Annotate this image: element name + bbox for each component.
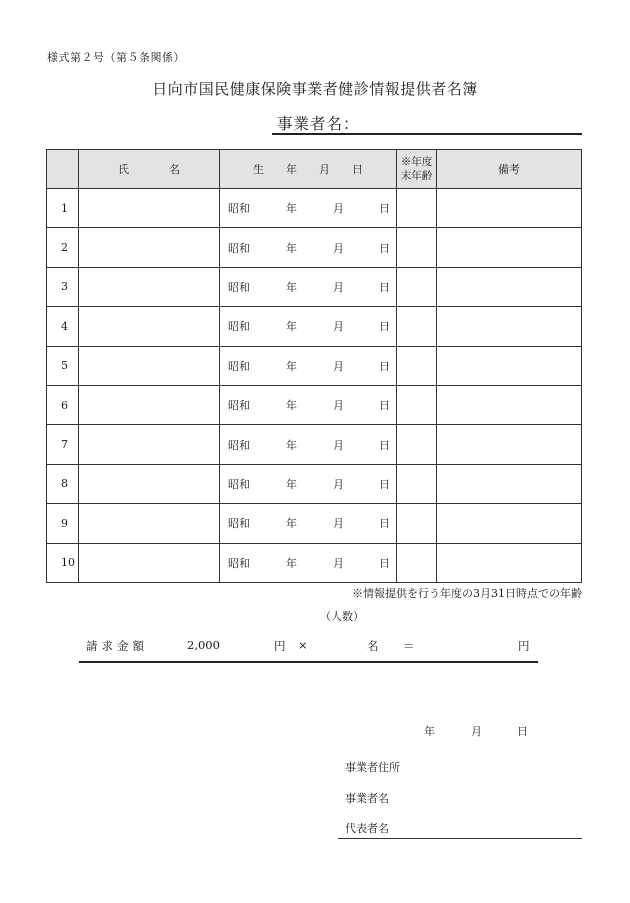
- birthdate-cell[interactable]: [220, 425, 397, 464]
- table-row: [47, 307, 582, 346]
- name-cell[interactable]: [79, 228, 220, 267]
- era-label: 昭和: [228, 359, 250, 373]
- day-unit: 日: [379, 320, 390, 334]
- remarks-cell[interactable]: [437, 307, 582, 346]
- remarks-cell[interactable]: [437, 385, 582, 424]
- row-number: 10: [47, 543, 79, 582]
- day-unit: 日: [379, 241, 390, 255]
- era-label: 昭和: [228, 280, 250, 294]
- age-cell[interactable]: [397, 543, 437, 582]
- age-cell[interactable]: [397, 385, 437, 424]
- row-number: 7: [47, 425, 79, 464]
- table-row: [47, 425, 582, 464]
- table-row: [47, 385, 582, 424]
- birthdate-cell[interactable]: [220, 464, 397, 503]
- remarks-cell[interactable]: [437, 346, 582, 385]
- month-unit: 月: [333, 399, 344, 413]
- era-label: 昭和: [228, 477, 250, 491]
- header-birth-char4: 日: [352, 163, 363, 176]
- year-unit: 年: [286, 477, 297, 491]
- era-label: 昭和: [228, 438, 250, 452]
- remarks-cell[interactable]: [437, 228, 582, 267]
- name-cell[interactable]: [79, 189, 220, 228]
- age-cell[interactable]: [397, 504, 437, 543]
- representative-label: 代表者名: [345, 822, 389, 835]
- name-cell[interactable]: [79, 385, 220, 424]
- birthdate-cell[interactable]: [220, 307, 397, 346]
- year-unit: 年: [286, 241, 297, 255]
- header-birth-char3: 月: [319, 163, 330, 176]
- month-unit: 月: [333, 556, 344, 570]
- remarks-cell[interactable]: [437, 543, 582, 582]
- birthdate-cell[interactable]: [220, 267, 397, 306]
- year-unit: 年: [286, 556, 297, 570]
- header-birth-char2: 年: [286, 163, 297, 176]
- table-row: [47, 228, 582, 267]
- month-unit: 月: [333, 241, 344, 255]
- table-row: [47, 504, 582, 543]
- day-unit: 日: [379, 517, 390, 531]
- name-cell[interactable]: [79, 307, 220, 346]
- claim-unit-amount: 2,000: [187, 638, 220, 652]
- page-title: 日向市国民健康保険事業者健診情報提供者名簿: [152, 80, 478, 98]
- month-unit: 月: [333, 517, 344, 531]
- birthdate-cell[interactable]: [220, 543, 397, 582]
- month-unit: 月: [333, 477, 344, 491]
- era-label: 昭和: [228, 517, 250, 531]
- age-cell[interactable]: [397, 307, 437, 346]
- row-number: 1: [47, 189, 79, 228]
- table-row: [47, 189, 582, 228]
- month-unit: 月: [333, 438, 344, 452]
- month-unit: 月: [333, 280, 344, 294]
- claim-total-yen-unit: 円: [518, 639, 530, 653]
- table-row: [47, 543, 582, 582]
- header-name: [79, 150, 220, 189]
- year-unit: 年: [286, 517, 297, 531]
- age-cell[interactable]: [397, 267, 437, 306]
- form-number: 様式第２号（第５条関係）: [47, 51, 185, 64]
- name-cell[interactable]: [79, 504, 220, 543]
- table-row: [47, 346, 582, 385]
- day-unit: 日: [379, 477, 390, 491]
- header-age-line1: ※年度: [400, 156, 433, 168]
- year-unit: 年: [286, 280, 297, 294]
- claim-times-sign: ×: [298, 638, 308, 652]
- business-name-label: 事業者名：: [277, 115, 360, 133]
- claim-person-unit: 名: [367, 639, 379, 653]
- row-number: 5: [47, 346, 79, 385]
- age-cell[interactable]: [397, 425, 437, 464]
- row-number: 9: [47, 504, 79, 543]
- table-header-row: [47, 150, 582, 189]
- era-label: 昭和: [228, 202, 250, 216]
- age-cell[interactable]: [397, 346, 437, 385]
- table-row: [47, 267, 582, 306]
- business-name-underline: [272, 133, 582, 135]
- birthdate-cell[interactable]: [220, 385, 397, 424]
- era-label: 昭和: [228, 320, 250, 334]
- roster-table: [46, 149, 582, 583]
- remarks-cell[interactable]: [437, 189, 582, 228]
- claim-underline: [79, 661, 538, 663]
- date-month-unit: 月: [471, 725, 482, 738]
- date-year-unit: 年: [424, 725, 435, 738]
- day-unit: 日: [379, 399, 390, 413]
- header-birth-char1: 生: [253, 163, 264, 176]
- remarks-cell[interactable]: [437, 504, 582, 543]
- year-unit: 年: [286, 438, 297, 452]
- remarks-cell[interactable]: [437, 267, 582, 306]
- header-remarks: 備考: [437, 150, 582, 189]
- birthdate-cell[interactable]: [220, 504, 397, 543]
- month-unit: 月: [333, 359, 344, 373]
- row-number: 8: [47, 464, 79, 503]
- day-unit: 日: [379, 556, 390, 570]
- era-label: 昭和: [228, 399, 250, 413]
- header-name-char1: 氏: [118, 163, 129, 176]
- people-count-label: （人数）: [320, 610, 364, 623]
- remarks-cell[interactable]: [437, 425, 582, 464]
- era-label: 昭和: [228, 241, 250, 255]
- header-name-char2: 名: [169, 163, 180, 176]
- row-number: 3: [47, 267, 79, 306]
- birthdate-cell[interactable]: [220, 228, 397, 267]
- day-unit: 日: [379, 438, 390, 452]
- era-label: 昭和: [228, 556, 250, 570]
- header-number: [47, 150, 79, 189]
- day-unit: 日: [379, 280, 390, 294]
- year-unit: 年: [286, 399, 297, 413]
- month-unit: 月: [333, 202, 344, 216]
- name-cell[interactable]: [79, 425, 220, 464]
- business-address-label: 事業者住所: [345, 761, 400, 774]
- date-day-unit: 日: [517, 725, 528, 738]
- remarks-cell[interactable]: [437, 464, 582, 503]
- business-name-sign-label: 事業者名: [345, 792, 389, 805]
- day-unit: 日: [379, 359, 390, 373]
- signature-underline: [338, 838, 582, 839]
- claim-yen-unit: 円: [274, 639, 286, 653]
- header-age-line2: 末年齢: [400, 170, 433, 182]
- birthdate-cell[interactable]: [220, 189, 397, 228]
- age-footnote: ※情報提供を行う年度の3月31日時点での年齢: [352, 587, 582, 600]
- row-number: 4: [47, 307, 79, 346]
- year-unit: 年: [286, 202, 297, 216]
- header-birthdate: [220, 150, 397, 189]
- name-cell[interactable]: [79, 346, 220, 385]
- birthdate-cell[interactable]: [220, 346, 397, 385]
- day-unit: 日: [379, 202, 390, 216]
- year-unit: 年: [286, 359, 297, 373]
- year-unit: 年: [286, 320, 297, 334]
- claim-equals-sign: ＝: [403, 639, 415, 653]
- age-cell[interactable]: [397, 228, 437, 267]
- name-cell[interactable]: [79, 543, 220, 582]
- row-number: 6: [47, 385, 79, 424]
- header-age: [397, 150, 437, 189]
- row-number: 2: [47, 228, 79, 267]
- name-cell[interactable]: [79, 464, 220, 503]
- name-cell[interactable]: [79, 267, 220, 306]
- table-row: [47, 464, 582, 503]
- month-unit: 月: [333, 320, 344, 334]
- claim-amount-label: 請求金額: [86, 639, 148, 653]
- age-cell[interactable]: [397, 189, 437, 228]
- age-cell[interactable]: [397, 464, 437, 503]
